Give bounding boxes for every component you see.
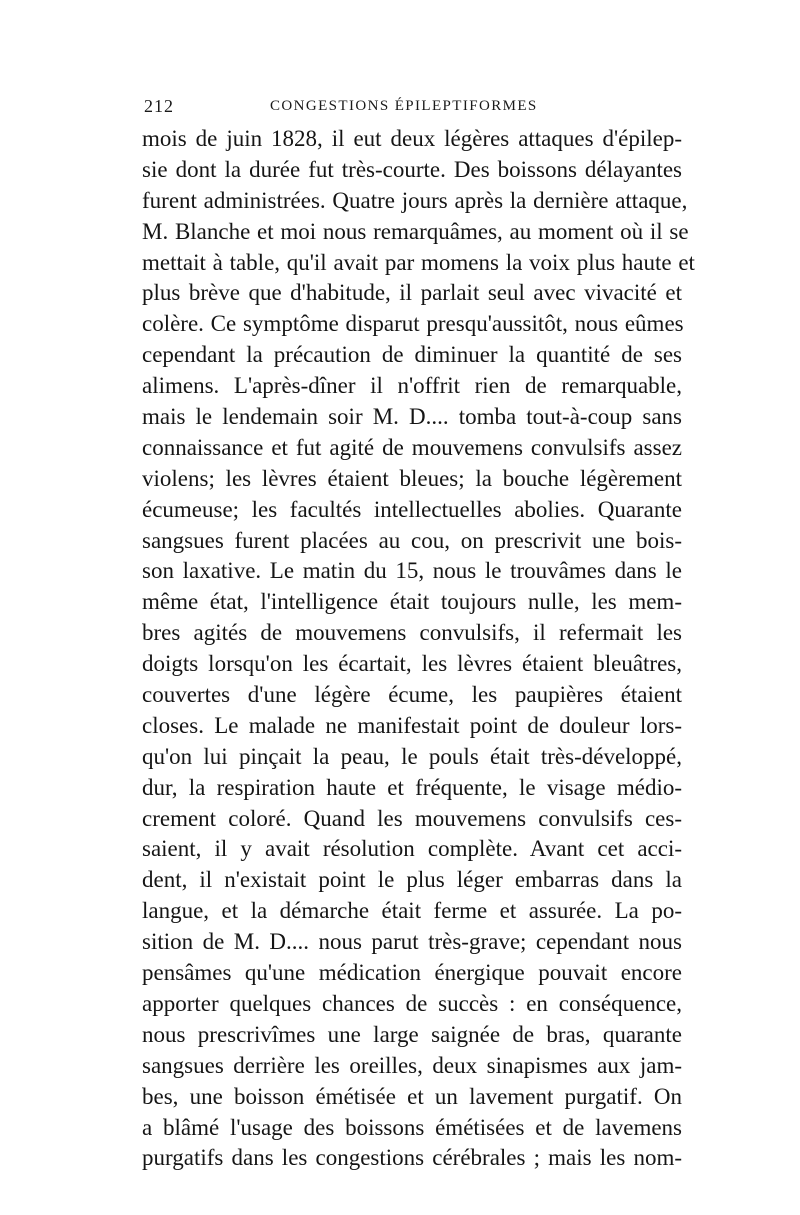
text-line: même état, l'intelligence était toujours nulle, les mem-	[142, 589, 682, 615]
text-line: nous prescrivîmes une large saignée de bras, quarante	[142, 1021, 682, 1047]
text-line: cependant la précaution de diminuer la quantité de ses	[142, 342, 682, 368]
text-line: dur, la respiration haute et fréquente, le visage médio-	[142, 774, 682, 800]
text-line: connaissance et fut agité de mouvemens convulsifs assez	[142, 434, 682, 460]
running-head	[144, 96, 684, 122]
text-line: sition de M. D.... nous parut très-grave; cependant nous	[142, 929, 682, 955]
text-line: qu'on lui pinçait la peau, le pouls était très-développé,	[142, 743, 682, 769]
text-line: purgatifs dans les congestions cérébrales ; mais les nom-	[142, 1145, 682, 1171]
text-line: écumeuse; les facultés intellectuelles abolies. Quarante	[142, 496, 682, 522]
text-line: bes, une boisson émétisée et un lavement purgatif. On	[142, 1083, 682, 1109]
text-line: sangsues derrière les oreilles, deux sinapismes aux jam-	[142, 1052, 682, 1078]
text-line: son laxative. Le matin du 15, nous le trouvâmes dans le	[142, 558, 682, 584]
text-line: furent administrées. Quatre jours après la dernière attaque,	[142, 187, 688, 213]
text-line: saient, il y avait résolution complète. Avant cet acci-	[142, 836, 682, 862]
body-text	[142, 124, 695, 1174]
text-line: mais le lendemain soir M. D.... tomba tout-à-coup sans	[142, 404, 682, 430]
text-line: a blâmé l'usage des boissons émétisées et de lavemens	[142, 1114, 682, 1140]
text-line: colère. Ce symptôme disparut presqu'aussitôt, nous eûmes	[142, 311, 684, 337]
running-title: CONGESTIONS ÉPILEPTIFORMES	[270, 98, 538, 114]
text-line: mettait à table, qu'il avait par momens la voix plus haute et	[142, 249, 695, 275]
page-number: 212	[144, 96, 174, 116]
text-line: mois de juin 1828, il eut deux légères attaques d'épilep-	[142, 126, 682, 151]
text-line: alimens. L'après-dîner il n'offrit rien de remarquable,	[142, 373, 682, 399]
text-line: crement coloré. Quand les mouvemens convulsifs ces-	[142, 805, 682, 831]
text-line: apporter quelques chances de succès : en conséquence,	[142, 990, 682, 1016]
text-line: violens; les lèvres étaient bleues; la bouche légèrement	[142, 465, 682, 491]
text-line: pensâmes qu'une médication énergique pouvait encore	[142, 960, 682, 986]
text-line: couvertes d'une légère écume, les paupières étaient	[142, 682, 682, 708]
text-line: bres agités de mouvemens convulsifs, il refermait les	[142, 620, 682, 646]
text-line: plus brève que d'habitude, il parlait seul avec vivacité et	[142, 280, 682, 306]
text-line: dent, il n'existait point le plus léger embarras dans la	[142, 867, 682, 893]
text-line: sie dont la durée fut très-courte. Des boissons délayantes	[142, 156, 682, 182]
text-line: closes. Le malade ne manifestait point de douleur lors-	[142, 712, 682, 738]
text-line: doigts lorsqu'on les écartait, les lèvres étaient bleuâtres,	[142, 651, 682, 677]
text-line: langue, et la démarche était ferme et assurée. La po-	[142, 898, 682, 924]
text-line: M. Blanche et moi nous remarquâmes, au moment où il se	[142, 218, 689, 244]
text-line: sangsues furent placées au cou, on prescrivit une bois-	[142, 527, 682, 553]
